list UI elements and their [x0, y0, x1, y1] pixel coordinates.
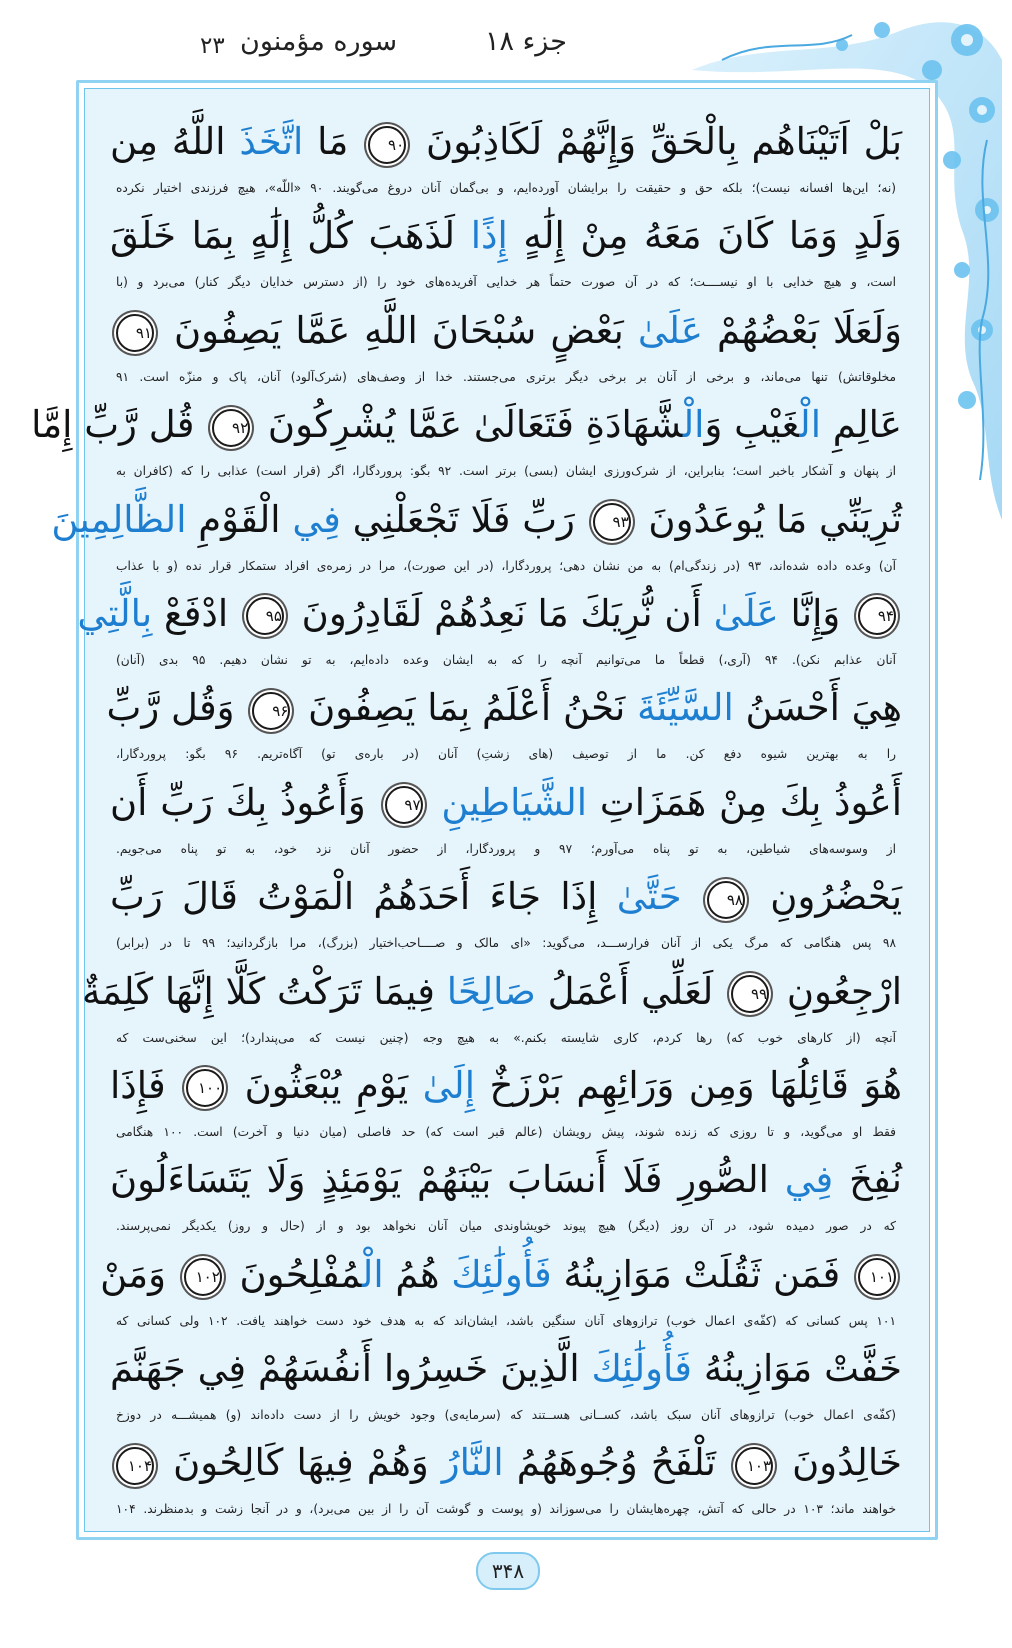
ayah-number-marker: ۹۰: [368, 126, 406, 164]
arabic-text: عَالِمِ: [820, 403, 902, 447]
arabic-highlight: عَلَىٰ: [713, 591, 779, 635]
arabic-line: [110, 769, 902, 837]
arabic-highlight: الشَّيَاطِينِ: [441, 780, 588, 824]
persian-translation: را به بهترین شیوه دفع کن. ما از توصیف (های زشتِ) آنان (در باره‌ی تو) آگاه‌تریم. ۹۶ بگو: پروردگارا،: [116, 747, 896, 762]
arabic-line: [31, 391, 902, 459]
arabic-text: شَّهَادَةِ فَتَعَالَىٰ عَمَّا يُشْرِكُونَ: [256, 403, 683, 447]
arabic-text: تُرِيَنِّي مَا يُوعَدُونَ: [636, 497, 902, 541]
persian-translation: از پنهان و آشکار باخبر است؛ بنابراین، از شرک‌ورزی ایشان (بسی) برتر است. ۹۲ بگو: پروردگارا، اگر (قرار است) عذابی را که (کافران به: [116, 464, 896, 479]
arabic-text: هُمُ: [383, 1252, 452, 1296]
ayah-number-marker: ۱۰۴: [116, 1447, 154, 1485]
ayah-number-marker: ۹۳: [593, 503, 631, 541]
arabic-text: وَمَنْ: [100, 1252, 178, 1296]
arabic-highlight: السَّيِّئَةَ: [637, 686, 734, 730]
arabic-text: ارْجِعُونِ: [775, 969, 902, 1013]
arabic-line: [110, 297, 902, 365]
arabic-line: [110, 1335, 902, 1403]
persian-translation: آنان عذابم نکن). ۹۴ (آری،) قطعاً ما می‌توانیم آنچه را که به ایشان وعده داده‌ایم، به تو نشان دهیم. ۹۵ بدی (آنان): [116, 652, 896, 667]
persian-translation: مخلوقاتش) تنها می‌ماند، و برخی از آنان بر برخی دیگر برتری می‌جستند. خدا از وصف‌های (شرک‌آلود) آنان، پاک و منزّه است. ۹۱: [116, 369, 896, 384]
arabic-highlight: اتَّخَذَ: [239, 120, 304, 163]
arabic-text: الَّذِينَ خَسِرُوا أَنفُسَهُمْ فِي جَهَنَّمَ: [110, 1347, 592, 1391]
arabic-text: بَعْضٍ سُبْحَانَ اللَّهِ عَمَّا يَصِفُونَ: [160, 308, 638, 352]
arabic-text: بَلْ اَتَيْنَاهُم بِالْحَقِّ وَإِنَّهُمْ لَكَاذِبُونَ: [412, 120, 902, 163]
page-number-badge: [466, 1548, 546, 1594]
arabic-text: خَفَّتْ مَوَازِينُهُ: [691, 1347, 902, 1391]
verse-line-block: [110, 202, 902, 296]
arabic-text: فَمَن ثَقُلَتْ مَوَازِينُهُ: [551, 1252, 852, 1296]
arabic-line: [110, 1429, 902, 1497]
verse-line-block: [31, 391, 902, 485]
arabic-line: [82, 958, 902, 1026]
ayah-number-marker: ۱۰۳: [735, 1447, 773, 1485]
arabic-text: وَإِنَّا: [778, 591, 852, 635]
arabic-text: مُفْلِحُونَ: [227, 1252, 363, 1296]
arabic-text: وَلَعَلَا بَعْضُهُمْ: [702, 308, 902, 352]
arabic-highlight: الْ: [362, 1252, 384, 1296]
arabic-text: الصُّورِ فَلَا أَنسَابَ بَيْنَهُمْ يَوْمَئِذٍ وَلَا يَتَسَاءَلُونَ: [110, 1158, 785, 1202]
arabic-highlight: فِي: [784, 1158, 834, 1202]
arabic-text: يَوْمِ يُبْعَثُونَ: [230, 1063, 423, 1107]
arabic-text: وَهُمْ فِيهَا كَالِحُونَ: [160, 1441, 442, 1485]
arabic-line: [77, 580, 902, 648]
verse-line-block: [110, 297, 902, 391]
arabic-text: هُوَ قَائِلُهَا وَمِن وَرَائِهِم بَرْزَخٌ: [475, 1063, 902, 1107]
persian-translation: آن) وعده داده شده‌اند، ۹۳ (در زندگی‌ام) به من نشان دهی؛ پروردگارا، (در این صورت)، مرا در زمره‌ی افراد ستمکار قرار نده (و با عذاب: [116, 558, 896, 573]
arabic-text: لَعَلِّي أَعْمَلُ: [535, 969, 726, 1013]
arabic-line: [51, 486, 902, 554]
persian-translation: آنچه (از کارهای خوب که) رها کردم، کاری شایسته بکنم.» به هیچ وجه (چنین نیست که می‌پندارد)؛ این سخنی‌ست که: [116, 1030, 896, 1045]
arabic-text: نُفِخَ: [833, 1158, 902, 1202]
arabic-line: [106, 674, 902, 742]
arabic-line: [110, 202, 902, 270]
arabic-highlight: النَّارُ: [441, 1441, 504, 1485]
verse-line-block: [110, 863, 902, 957]
arabic-text: وَقُل رَّبِّ: [106, 686, 247, 730]
arabic-highlight: الْ: [799, 403, 821, 447]
arabic-text: تَلْفَحُ وُجُوهَهُمُ: [503, 1441, 730, 1485]
arabic-text: أَعُوذُ بِكَ مِنْ هَمَزَاتِ: [587, 780, 903, 824]
ayah-number-marker: ۹۶: [252, 692, 290, 730]
ayah-number-marker: ۱۰۲: [184, 1258, 222, 1296]
arabic-text: وَلَدٍ وَمَا كَانَ مَعَهُ مِنْ إِلَٰهٍ: [507, 214, 903, 258]
arabic-text: فَإِذَا: [110, 1063, 181, 1107]
ayah-number-marker: ۹۱: [116, 314, 154, 352]
verse-line-block: [110, 1146, 902, 1240]
arabic-highlight: إِلَىٰ: [422, 1063, 475, 1107]
arabic-highlight: بِالَّتِي: [77, 591, 153, 635]
arabic-text: نَحْنُ أَعْلَمُ بِمَا يَصِفُونَ: [296, 686, 638, 730]
verse-line-block: [110, 769, 902, 863]
arabic-text: غَيْبِ وَ: [704, 403, 800, 447]
arabic-text: قُل رَّبِّ إِمَّا: [31, 403, 207, 447]
arabic-text: أَن نُّرِيَكَ مَا نَعِدُهُمْ لَقَادِرُونَ: [289, 591, 714, 635]
verse-line-block: [82, 958, 902, 1052]
verse-line-block: [51, 486, 902, 580]
arabic-line: [110, 108, 902, 176]
arabic-text: اللَّهُ مِن: [110, 120, 240, 163]
arabic-highlight: فَأُولَٰئِكَ: [591, 1347, 692, 1391]
ayah-number-marker: ۱۰۰: [186, 1069, 224, 1107]
arabic-text: مَا: [303, 120, 363, 163]
arabic-line: [110, 1146, 902, 1214]
ayah-number-marker: ۹۸: [707, 881, 745, 919]
persian-translation: از وسوسه‌های شیاطین، به تو پناه می‌آورم؛ ۹۷ و پروردگارا، از حضور آنان نزد خود، به تو پناه می‌جویم.: [116, 841, 896, 856]
arabic-text: ادْفَعْ: [152, 591, 240, 635]
arabic-highlight: إِذًا: [470, 214, 508, 258]
verse-line-block: [110, 1335, 902, 1429]
arabic-highlight: فَأُولَٰئِكَ: [451, 1252, 552, 1296]
juz-label: جزء ۱۸: [485, 26, 567, 57]
arabic-text: الْقَوْمِ: [186, 497, 293, 541]
arabic-text: وَأَعُوذُ بِكَ رَبِّ أَن: [110, 780, 379, 824]
page-number: ۳۴۸: [476, 1552, 540, 1590]
ayah-number-marker: ۹۷: [385, 786, 423, 824]
arabic-text: [429, 781, 442, 824]
ayah-number-marker: ۹۴: [858, 597, 896, 635]
quran-text-area: [31, 108, 903, 1528]
arabic-highlight: الْ: [682, 403, 705, 447]
arabic-text: إِذَا جَاءَ أَحَدَهُمُ الْمَوْتُ قَالَ رَبِّ: [110, 875, 617, 919]
persian-translation: فقط او می‌گوید، و تا روزی که زنده شوند، پیش رویشان (عالم قبر است که) حد فاصلی (میان دنیا و آخرت) است. ۱۰۰ هنگامی: [116, 1124, 896, 1139]
ayah-number-marker: ۱۰۱: [858, 1258, 896, 1296]
verse-line-block: [110, 108, 902, 202]
ayah-number-marker: ۹۲: [212, 409, 250, 447]
arabic-text: لَذَهَبَ كُلُّ إِلَٰهٍ بِمَا خَلَقَ: [110, 214, 471, 258]
persian-translation: (کفّه‌ی اعمال خوب) ترازوهای آنان سبک باشد، کســانی هســتند که (سرمایه‌ی) وجود خویش را از دست داده‌اند (و) همیشـــه در دوزخ: [116, 1408, 896, 1423]
persian-translation: خواهند ماند؛ ۱۰۳ در حالی که آتش، چهره‌هایشان را می‌سوزاند (و پوست و گوشت آن را از بین می‌برد)، و در آنجا زشت و بدمنظرند. ۱۰۴: [116, 1502, 896, 1517]
arabic-line: [100, 1241, 902, 1309]
arabic-text: هِيَ أَحْسَنُ: [733, 686, 902, 730]
arabic-highlight: فِي: [292, 497, 341, 541]
arabic-highlight: حَتَّىٰ: [616, 875, 682, 919]
arabic-highlight: الظَّالِمِينَ: [51, 497, 187, 541]
verse-line-block: [106, 674, 902, 768]
arabic-line: [110, 863, 902, 931]
arabic-text: فِيمَا تَرَكْتُ كَلَّا إِنَّهَا كَلِمَةٌ: [82, 969, 447, 1013]
persian-translation: ۹۸ پس هنگامی که مرگ یکی از آنان فرارســـد، می‌گوید: «ای مالک و صــــاحب‌اختیار (بزرگ)، مرا بازگردانید؛ ۹۹ تا در (برابر): [116, 936, 896, 951]
verse-line-block: [77, 580, 902, 674]
arabic-text: [682, 875, 701, 918]
verse-line-block: [110, 1429, 902, 1523]
surah-number: ۲۳: [200, 33, 225, 59]
arabic-text: يَحْضُرُونِ: [750, 875, 903, 919]
persian-translation: (نه؛ این‌ها افسانه نیست)؛ بلکه حق و حقیقت را برایشان آورده‌ایم، و بی‌گمان آنان دروغ می‌گویند. ۹۰ «اللّه»، هیچ فرزندی اختیار نکرده: [116, 181, 897, 195]
arabic-highlight: صَالِحًا: [446, 969, 536, 1013]
arabic-text: رَبِّ فَلَا تَجْعَلْنِي: [340, 497, 587, 541]
ayah-number-marker: ۹۹: [731, 975, 769, 1013]
arabic-line: [110, 1052, 902, 1120]
arabic-text: خَالِدُونَ: [779, 1441, 902, 1485]
ayah-number-marker: ۹۵: [246, 597, 284, 635]
verse-line-block: [100, 1241, 902, 1335]
persian-translation: ۱۰۱ پس کسانی که (کفّه‌ی اعمال خوب) ترازوهای آنان سنگین باشد، ایشان‌اند که به هدف خود دست خواهند یافت. ۱۰۲ ولی کسانی که: [116, 1313, 896, 1328]
persian-translation: که در صور دمیده شود، در آن روز (دیگر) هیچ پیوند خویشاوندی میان آنان نخواهد بود و از (حال و روز) یکدیگر نمی‌پرسند.: [116, 1219, 896, 1234]
persian-translation: است، و هیچ خدایی با او نیســــت؛ که در آن صورت حتماً هر خدایی آفریده‌های خود را (از دسترس خدایان دیگر کنار) می‌برد و (با: [116, 275, 896, 290]
surah-name: سوره مؤمنون: [240, 26, 398, 57]
arabic-highlight: عَلَىٰ: [637, 308, 703, 352]
verse-line-block: [110, 1052, 902, 1146]
